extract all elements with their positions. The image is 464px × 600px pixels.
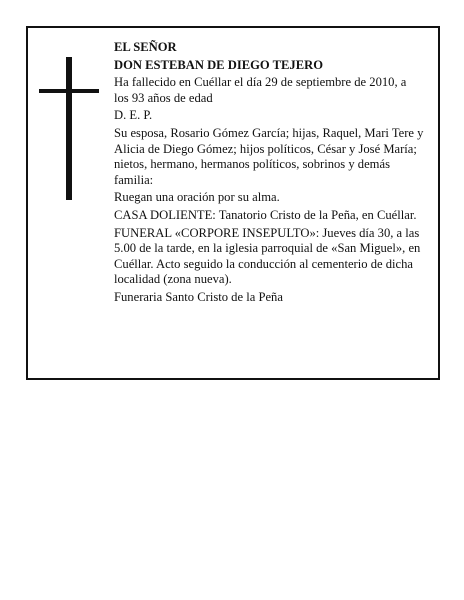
cross-horizontal-bar [39, 89, 99, 93]
deceased-name: DON ESTEBAN DE DIEGO TEJERO [114, 57, 324, 72]
obituary-text [114, 40, 424, 308]
mourning-house: CASA DOLIENTE: Tanatorio Cristo de la Peña, en Cuéllar. [114, 207, 417, 222]
title-line: EL SEÑOR [114, 40, 177, 54]
death-announcement: Ha fallecido en Cuéllar el día 29 de septiembre de 2010, a los 93 años de edad [114, 75, 407, 105]
cross-icon [39, 57, 99, 200]
rip-line: D. E. P. [114, 108, 153, 123]
funeral-details: FUNERAL «CORPORE INSEPULTO»: Jueves día 30, a las 5.00 de la tarde, en la iglesia parroquial de «San Miguel», en Cuéllar. Acto seguido la conducción al cementerio de dicha localidad (zona nueva). [114, 225, 421, 287]
funeral-home: Funeraria Santo Cristo de la Peña [114, 289, 283, 304]
prayer-request: Ruegan una oración por su alma. [114, 190, 280, 205]
obituary-notice [26, 26, 440, 380]
cross-vertical-bar [66, 57, 72, 200]
family-list: Su esposa, Rosario Gómez García; hijas, Raquel, Mari Tere y Alicia de Diego Gómez; hijos políticos, César y José María; nietos, hermano, hermanos políticos, sobrinos y demás familia: [114, 125, 424, 187]
